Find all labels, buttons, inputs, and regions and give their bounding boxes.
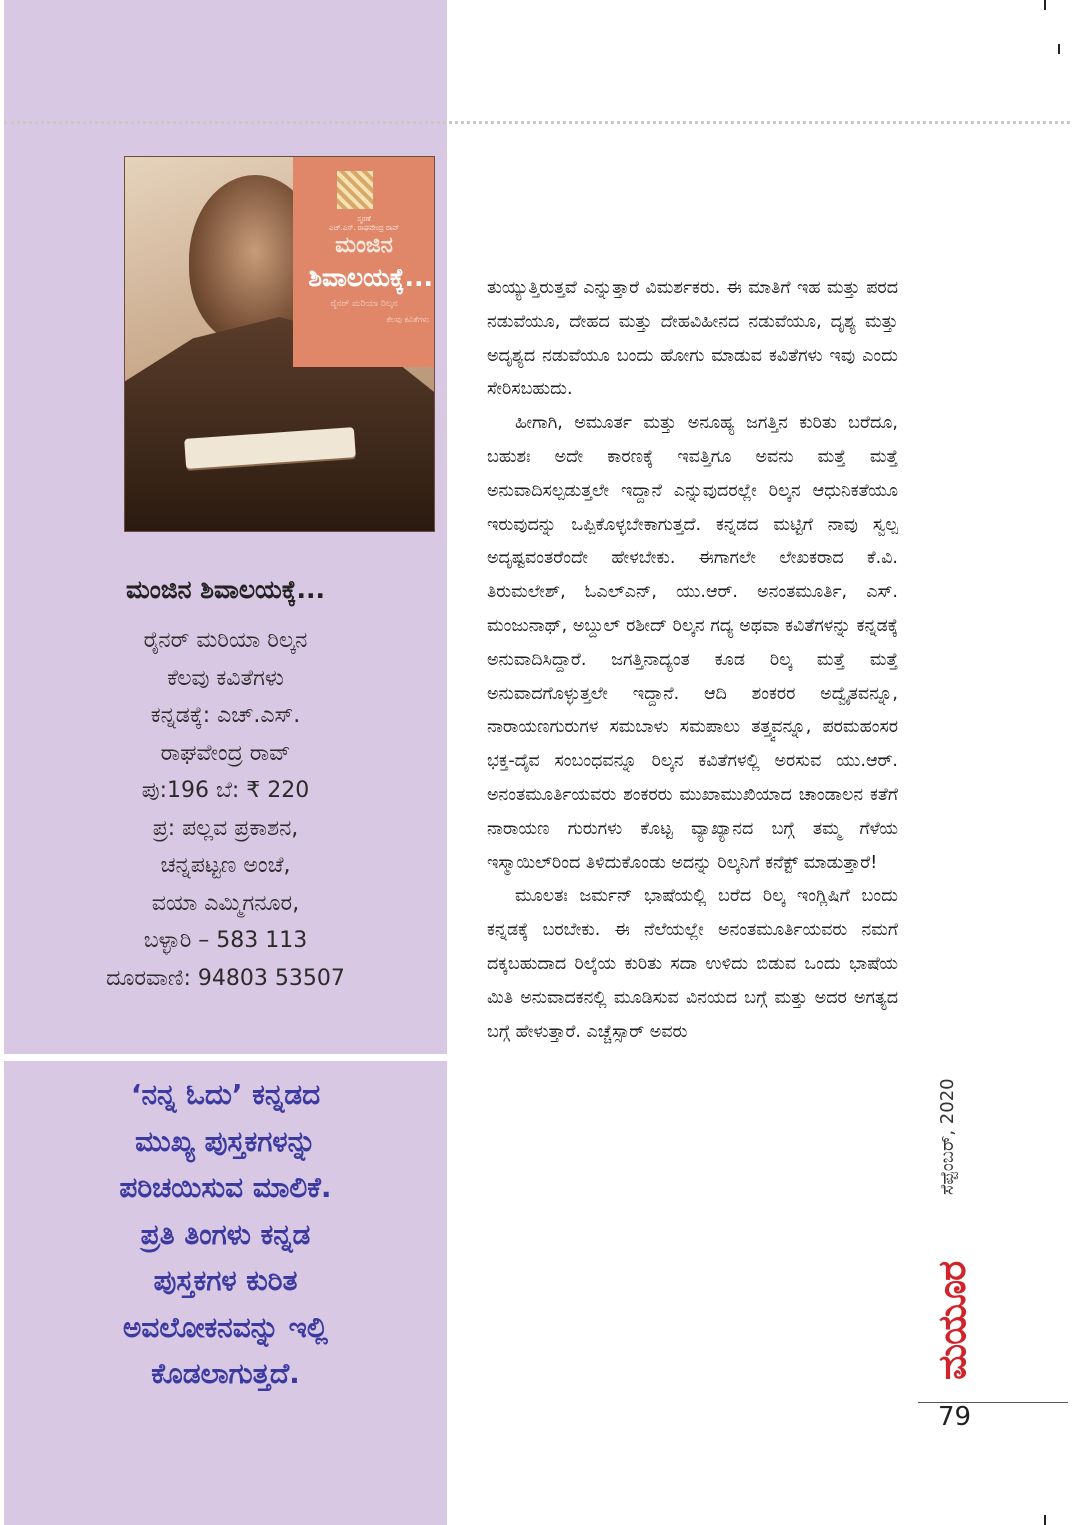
cover-emblem-icon: [337, 171, 373, 209]
blurb-line: ಪ್ರತಿ ತಿಂಗಳು ಕನ್ನಡ: [140, 1217, 311, 1251]
blurb-line: ಅವಲೋಕನವನ್ನು ಇಲ್ಲಿ: [122, 1310, 329, 1344]
book-details: [4, 622, 447, 997]
blurb-line: ಪರಿಚಯಿಸುವ ಮಾಲಿಕೆ.: [119, 1171, 332, 1204]
article-paragraph: ಮೂಲತಃ ಜರ್ಮನ್ ಭಾಷೆಯಲ್ಲಿ ಬರೆದ ರಿಲ್ಕ ಇಂಗ್ಲಿಷಿಗೆ ಬಂದು ಕನ್ನಡಕ್ಕೆ ಬರಬೇಕು. ಈ ನೆಲೆಯಲ್ಲೇ ಅನಂತಮೂರ್ತಿಯವರು ನಮಗೆ ದಕ್ಕಬಹುದಾದ ರಿಲ್ಕೆಯ ಕುರಿತು ಸದಾ ಉಳಿದು ಬಿಡುವ ಒಂದು ಭಾಷೆಯ ಮಿತಿ ಅನುವಾದಕನಲ್ಲಿ ಮೂಡಿಸುವ ವಿನಯದ ಬಗ್ಗೆ ಮತ್ತು ಅದರ ಅಗತ್ಯದ ಬಗ್ಗೆ ಹೇಳುತ್ತಾರೆ. ಎಚ್ಚೆಸ್ಸಾರ್ ಅವರು: [487, 886, 898, 1042]
book-detail-line: ದೂರವಾಣಿ: 94803 53507: [106, 965, 345, 991]
blurb-line: ಮುಖ್ಯ ಪುಸ್ತಕಗಳನ್ನು: [135, 1124, 316, 1158]
book-detail-line: ಬಳ್ಳಾರಿ – 583 113: [143, 928, 308, 953]
sidebar-divider: [4, 1054, 447, 1061]
dotted-rule: [4, 121, 1070, 124]
issue-date: ಸೆಪ್ಟೆಂಬರ್, 2020: [937, 1078, 958, 1195]
article-paragraph: ಹೀಗಾಗಿ, ಅಮೂರ್ತ ಮತ್ತು ಅನೂಹ್ಯ ಜಗತ್ತಿನ ಕುರಿತು ಬರೆದೂ, ಬಹುಶಃ ಅದೇ ಕಾರಣಕ್ಕೆ ಇವತ್ತಿಗೂ ಅವನು ಮತ್ತೆ ಮತ್ತೆ ಅನುವಾದಿಸಲ್ಪಡುತ್ತಲೇ ಇದ್ದಾನೆ ಎನ್ನುವುದರಲ್ಲೇ ರಿಲ್ಕನ ಆಧುನಿಕತೆಯೂ ಇರುವುದನ್ನು ಒಪ್ಪಿಕೊಳ್ಳಬೇಕಾಗುತ್ತದೆ. ಕನ್ನಡದ ಮಟ್ಟಿಗೆ ನಾವು ಸ್ವಲ್ಪ ಅದೃಷ್ಟವಂತರೆಂದೇ ಹೇಳಬೇಕು. ಈಗಾಗಲೇ ಲೇಖಕರಾದ ಕೆ.ವಿ. ತಿರುಮಲೇಶ್, ಓಎಲ್ಎನ್, ಯು.ಆರ್. ಅನಂತಮೂರ್ತಿ, ಎಸ್. ಮಂಜುನಾಥ್, ಅಬ್ದುಲ್ ರಶೀದ್ ರಿಲ್ಕನ ಗದ್ಯ ಅಥವಾ ಕವಿತೆಗಳನ್ನು ಕನ್ನಡಕ್ಕೆ ಅನುವಾದಿಸಿದ್ದಾರೆ. ಜಗತ್ತಿನಾದ್ಯಂತ ಕೂಡ ರಿಲ್ಕ ಮತ್ತೆ ಮತ್ತೆ ಅನುವಾದಗೊಳ್ಳುತ್ತಲೇ ಇದ್ದಾನೆ. ಆದಿ ಶಂಕರರ ಅದ್ವೈತವನ್ನೂ, ನಾರಾಯಣಗುರುಗಳ ಸಮಬಾಳು ಸಮಪಾಲು ತತ್ತ್ವವನ್ನೂ, ಪರಮಹಂಸರ ಭಕ್ತ-ದೈವ ಸಂಬಂಧವನ್ನೂ ರಿಲ್ಕನ ಕವಿತೆಗಳಲ್ಲಿ ಅರಸುವ ಯು.ಆರ್. ಅನಂತಮೂರ್ತಿಯವರು ಶಂಕರರು ಮುಖಾಮುಖಿಯಾದ ಚಾಂಡಾಲನ ಕತೆಗೆ ನಾರಾಯಣ ಗುರುಗಳು ಕೊಟ್ಟ ವ್ಯಾಖ್ಯಾನದ ಬಗ್ಗೆ ತಮ್ಮ ಗೆಳೆಯ ಇಸ್ಮಾಯಿಲ್‌ರಿಂದ ತಿಳಿದುಕೊಂಡು ಅದನ್ನು ರಿಲ್ಕನಿಗೆ ಕನೆಕ್ಟ್ ಮಾಡುತ್ತಾರೆ!: [487, 413, 898, 873]
cover-subtitle-2: ಕೆಲವು ಕವಿತೆಗಳು: [386, 315, 429, 324]
book-detail-line: ಕೆಲವು ಕವಿತೆಗಳು: [167, 665, 284, 691]
cover-title-line-1: ಮಂಜಿನ: [335, 233, 393, 258]
crop-mark: [1044, 0, 1046, 10]
series-blurb: [4, 1072, 447, 1398]
book-detail-line: ಪು:196 ಬೆ: ₹ 220: [141, 778, 310, 803]
article-paragraph: ತುಯ್ಯುತ್ತಿರುತ್ತವೆ ಎನ್ನುತ್ತಾರೆ ವಿಮರ್ಶಕರು. ಈ ಮಾತಿಗೆ ಇಹ ಮತ್ತು ಪರದ ನಡುವೆಯೂ, ದೇಹದ ಮತ್ತು ದೇಹವಿಹೀನದ ನಡುವೆಯೂ, ದೃಶ್ಯ ಮತ್ತು ಅದೃಶ್ಯದ ನಡುವೆಯೂ ಬಂದು ಹೋಗು ಮಾಡುವ ಕವಿತೆಗಳು ಇವು ಎಂದು ಸೇರಿಸಬಹುದು.: [487, 278, 898, 400]
book-detail-line: ರಾಘವೇಂದ್ರ ರಾವ್: [160, 740, 291, 766]
book-detail-line: ವಯಾ ಎಮ್ಮಿಗನೂರ,: [151, 890, 300, 916]
book-detail-line: ಕನ್ನಡಕ್ಕೆ: ಎಚ್.ಎಸ್.: [150, 703, 301, 728]
cover-small-text: ಸ್ಮರಣೆ ಎಚ್.ಎಸ್. ರಾಘವೇಂದ್ರ ರಾವ್: [328, 215, 399, 232]
book-detail-line: ಪ್ರ: ಪಲ್ಲವ ಪ್ರಕಾಶನ,: [152, 815, 299, 841]
cover-title-line-2: ಶಿವಾಲಯಕ್ಕೆ...: [308, 263, 433, 292]
magazine-masthead: ಮಯೂರ: [930, 1261, 974, 1380]
book-cover-image: [124, 156, 435, 532]
book-title: ಮಂಜಿನ ಶಿವಾಲಯಕ್ಕೆ...: [126, 575, 325, 604]
blurb-line: ಕೊಡಲಾಗುತ್ತದೆ.: [151, 1357, 300, 1390]
book-detail-line: ಚನ್ನಪಟ್ಟಣ ಅಂಚೆ,: [160, 853, 291, 878]
page-number: 79: [938, 1402, 972, 1432]
crop-mark: [1044, 1515, 1046, 1525]
article-body: [487, 272, 898, 1049]
cover-subtitle: ರೈನರ್ ಮರಿಯಾ ರಿಲ್ಕನ: [330, 299, 398, 309]
blurb-line: ಪುಸ್ತಕಗಳ ಕುರಿತ: [153, 1264, 298, 1297]
blurb-line: ‘ನನ್ನ ಓದು’ ಕನ್ನಡದ: [130, 1078, 321, 1111]
book-detail-line: ರೈನರ್ ಮರಿಯಾ ರಿಲ್ಕನ: [143, 628, 308, 653]
crop-mark: [1058, 44, 1060, 54]
